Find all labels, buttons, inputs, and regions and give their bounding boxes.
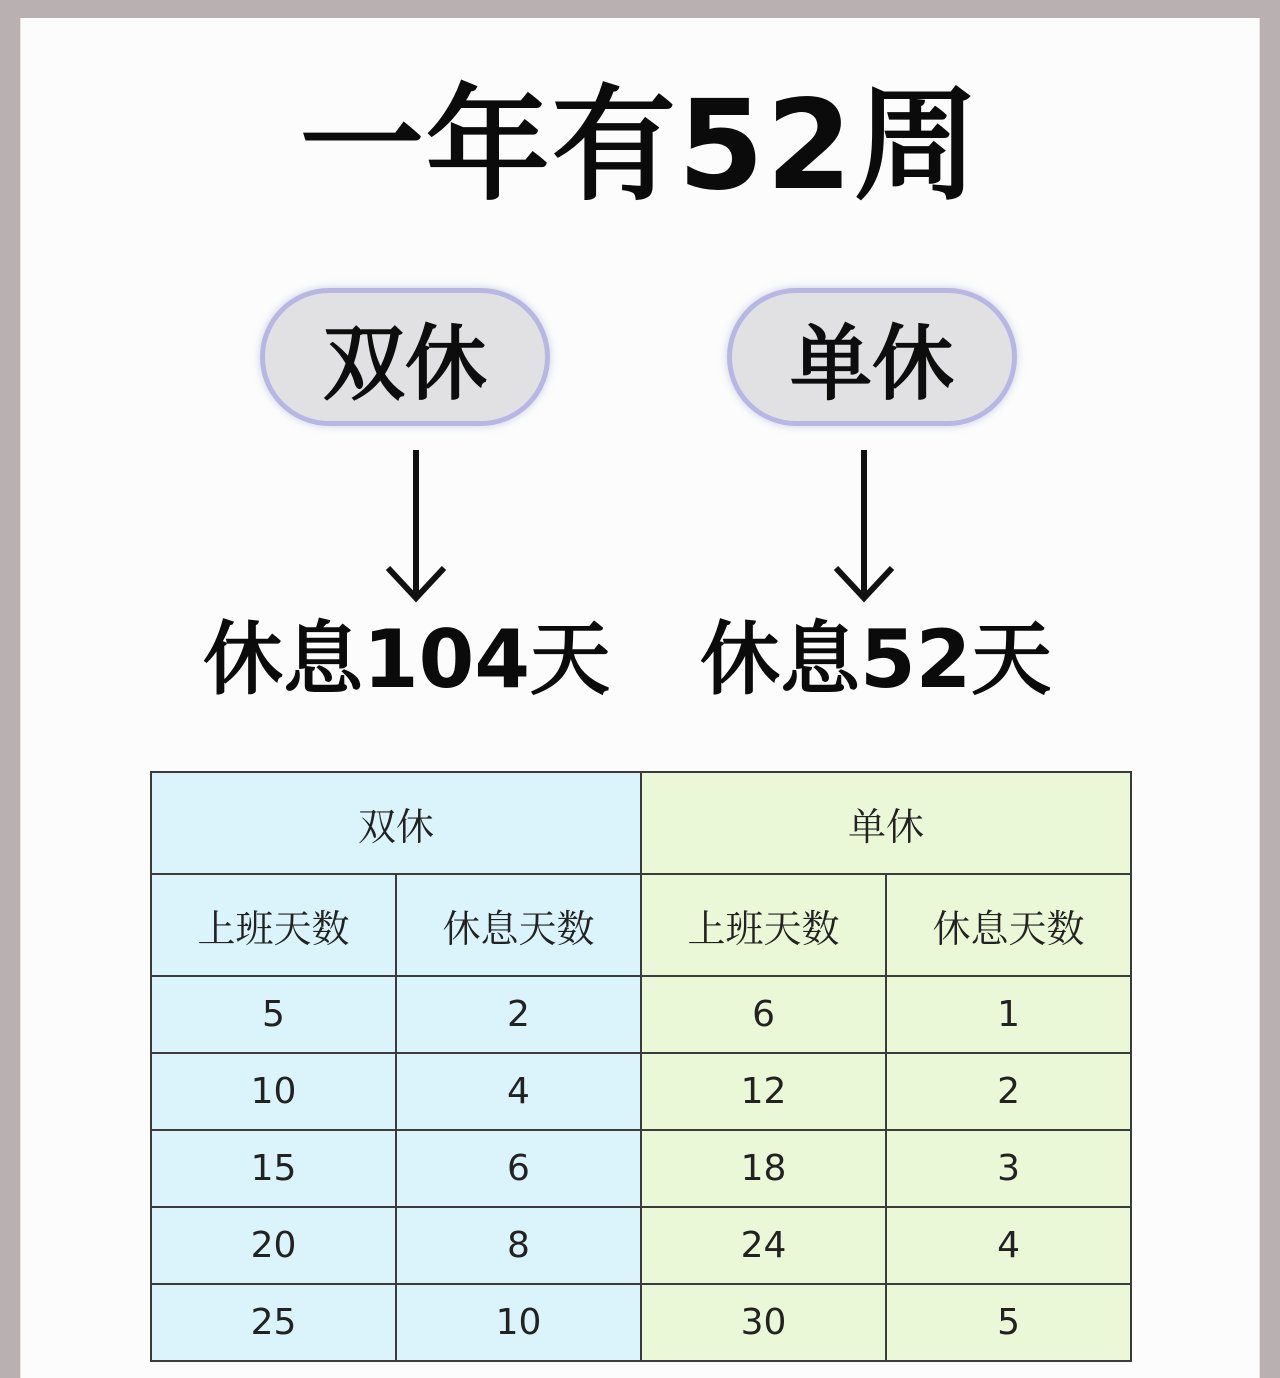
table-cell: 4 [886,1207,1131,1284]
table-cell: 6 [396,1130,641,1207]
single-rest-result: 休息52天 [700,613,1052,706]
table-cell: 5 [886,1284,1131,1361]
column-header-rest-days: 休息天数 [886,874,1131,976]
table-cell: 3 [886,1130,1131,1207]
table-cell: 4 [396,1053,641,1130]
table-row [151,1130,1131,1207]
table-cell: 12 [641,1053,886,1130]
table-row [151,1207,1131,1284]
table-cell: 20 [151,1207,396,1284]
column-header-work-days: 上班天数 [641,874,886,976]
single-rest-pill: 单休 [727,288,1017,426]
table-cell: 15 [151,1130,396,1207]
table-cell: 5 [151,976,396,1053]
group-header-double-rest: 双休 [151,772,641,874]
rest-days-table [150,771,1132,1362]
table-cell: 30 [641,1284,886,1361]
column-header-work-days: 上班天数 [151,874,396,976]
table-cell: 25 [151,1284,396,1361]
table-cell: 18 [641,1130,886,1207]
down-arrow-icon [384,450,448,604]
table-row [151,1284,1131,1361]
table-cell: 2 [396,976,641,1053]
double-rest-pill: 双休 [260,288,550,426]
double-rest-result: 休息104天 [203,613,610,706]
table-cell: 1 [886,976,1131,1053]
group-header-single-rest: 单休 [641,772,1131,874]
table-cell: 24 [641,1207,886,1284]
table-cell: 6 [641,976,886,1053]
page-title: 一年有52周 [299,74,981,218]
table-cell: 8 [396,1207,641,1284]
table-cell: 10 [151,1053,396,1130]
down-arrow-icon [832,450,896,604]
table-cell: 2 [886,1053,1131,1130]
table-row [151,1053,1131,1130]
table-cell: 10 [396,1284,641,1361]
column-header-rest-days: 休息天数 [396,874,641,976]
table-row [151,976,1131,1053]
